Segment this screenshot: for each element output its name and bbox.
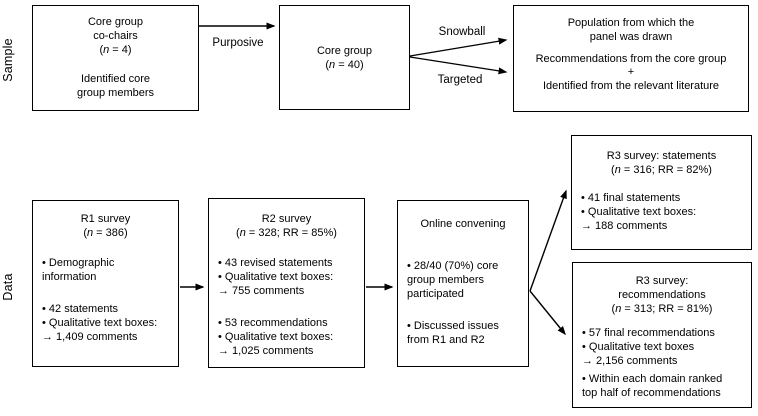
- targeted-label: Targeted: [437, 74, 483, 86]
- bullet-line: → 1,025 comments: [218, 345, 314, 357]
- box-r1-survey: [32, 200, 179, 367]
- n-line: (n = 4): [99, 44, 132, 56]
- box-text: Identified core: [80, 73, 151, 85]
- bullet-line: • 57 final recommendations: [582, 327, 715, 339]
- bullet-line: • Discussed issues: [407, 320, 499, 332]
- box-title: Online convening: [420, 218, 506, 230]
- bullet-line: • Demographic: [42, 257, 115, 269]
- box-r3-statements: [571, 135, 752, 250]
- box-core-group: [279, 5, 410, 110]
- box-text: Population from which the: [567, 17, 695, 29]
- bullet-line: • 42 statements: [42, 303, 119, 315]
- bullet-line: • Qualitative text boxes: [582, 341, 695, 353]
- bullet-line: • Qualitative text boxes:: [42, 317, 158, 329]
- box-text: group members: [76, 87, 155, 99]
- bullet-line: → 2,156 comments: [582, 355, 678, 367]
- box-r2-survey: [208, 198, 365, 368]
- bullet-line: participated: [407, 288, 464, 300]
- box-title: Core group: [87, 16, 144, 28]
- box-title: co-chairs: [93, 30, 138, 42]
- box-title: R1 survey: [80, 213, 131, 225]
- box-title: recommendations: [618, 289, 706, 301]
- bullet-line: → 755 comments: [218, 285, 305, 297]
- bullet-line: • Qualitative text boxes:: [581, 206, 697, 218]
- bullet-line: • Within each domain ranked: [582, 373, 723, 385]
- box-text: Recommendations from the core group: [535, 53, 727, 65]
- row-label-data: Data: [1, 273, 15, 301]
- box-r3-recommendations: [572, 262, 752, 408]
- online-to-r3recommendations-arrow: [530, 291, 565, 334]
- box-text: Identified from the relevant literature: [542, 80, 720, 92]
- box-title: R3 survey:: [635, 275, 689, 287]
- n-line: (n = 316; RR = 82%): [611, 164, 712, 176]
- bullet-line: from R1 and R2: [407, 334, 485, 346]
- bullet-line: information: [42, 271, 97, 283]
- box-online-convening: [397, 200, 529, 367]
- online-to-r3statements-arrow: [530, 191, 566, 291]
- box-title: Core group: [316, 44, 373, 57]
- bullet-line: • 53 recommendations: [218, 317, 328, 329]
- bullet-line: • 41 final statements: [581, 192, 681, 204]
- n-line: (n = 40): [325, 58, 364, 71]
- n-line: (n = 328; RR = 85%): [236, 227, 337, 239]
- box-text: panel was drawn: [589, 31, 673, 43]
- purposive-label: Purposive: [212, 37, 264, 49]
- row-label-sample: Sample: [1, 38, 15, 82]
- n-line: (n = 313; RR = 81%): [611, 303, 713, 315]
- plus-sign: +: [627, 66, 635, 78]
- snowball-arrow: [410, 40, 506, 56]
- bullet-line: • 28/40 (70%) core: [407, 260, 499, 272]
- box-population: [513, 5, 749, 112]
- bullet-line: top half of recommendations: [582, 387, 721, 399]
- bullet-line: → 188 comments: [581, 220, 668, 232]
- box-title: R3 survey: statements: [606, 150, 717, 162]
- targeted-arrow: [410, 57, 506, 72]
- bullet-line: • Qualitative text boxes:: [218, 331, 334, 343]
- snowball-label: Snowball: [438, 26, 486, 38]
- bullet-line: • 43 revised statements: [218, 257, 333, 269]
- bullet-line: group members: [407, 274, 485, 286]
- box-core-group-cochairs: [32, 5, 199, 111]
- n-line: (n = 386): [83, 227, 128, 239]
- bullet-line: • Qualitative text boxes:: [218, 271, 334, 283]
- bullet-line: → 1,409 comments: [42, 331, 138, 343]
- box-title: R2 survey: [261, 213, 312, 225]
